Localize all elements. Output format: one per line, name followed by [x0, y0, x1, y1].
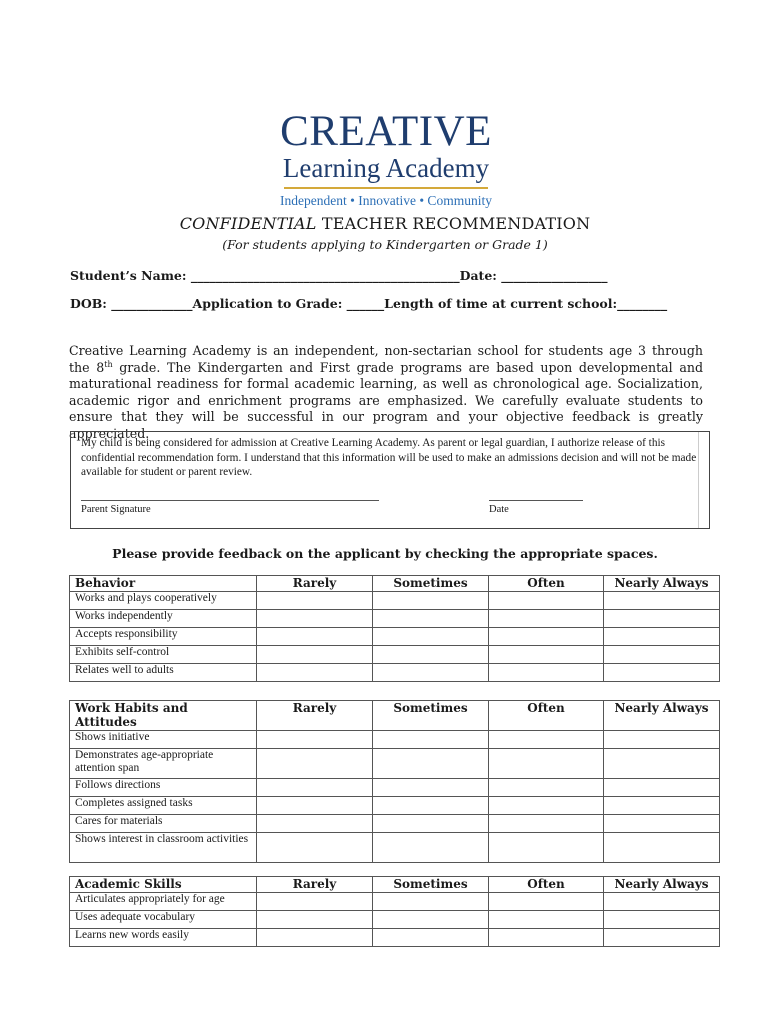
rating-checkbox-cell[interactable]	[604, 664, 720, 682]
rating-checkbox-cell[interactable]	[489, 646, 604, 664]
rating-checkbox-cell[interactable]	[489, 779, 604, 797]
title-rest: TEACHER RECOMMENDATION	[316, 214, 591, 233]
rating-header: Rarely	[257, 877, 373, 893]
rating-checkbox-cell[interactable]	[604, 797, 720, 815]
rating-header: Nearly Always	[604, 576, 720, 592]
academic-skills-table	[69, 876, 720, 947]
rating-checkbox-cell[interactable]	[257, 628, 373, 646]
table-row	[70, 592, 720, 610]
intro-text-1: Creative Learning Academy is an independent, non-sectarian school for students age 3 through the 8	[69, 343, 703, 375]
rating-checkbox-cell[interactable]	[604, 815, 720, 833]
rating-checkbox-cell[interactable]	[257, 893, 373, 911]
rating-checkbox-cell[interactable]	[604, 833, 720, 863]
rating-checkbox-cell[interactable]	[604, 779, 720, 797]
rating-checkbox-cell[interactable]	[257, 797, 373, 815]
rating-checkbox-cell[interactable]	[373, 610, 489, 628]
rating-header: Sometimes	[373, 877, 489, 893]
intro-paragraph	[69, 343, 703, 442]
rating-checkbox-cell[interactable]	[257, 911, 373, 929]
rating-checkbox-cell[interactable]	[373, 833, 489, 863]
consent-date-line[interactable]	[489, 500, 583, 501]
rating-checkbox-cell[interactable]	[373, 911, 489, 929]
rating-checkbox-cell[interactable]	[604, 610, 720, 628]
rating-checkbox-cell[interactable]	[489, 731, 604, 749]
rating-checkbox-cell[interactable]	[257, 779, 373, 797]
criterion-label: Articulates appropriately for age	[70, 893, 257, 911]
table-row	[70, 628, 720, 646]
dob-grade-length-line[interactable]: DOB: _____________Application to Grade: ______Length of time at current school:________	[70, 296, 668, 311]
intro-text-2: grade. The Kindergarten and First grade programs are based upon developmental and maturational readiness for formal academic learning, as well as chronological age. Socialization, academic rigor and enrichment programs are emphasized. We carefully evaluate students to ensure that they will be successful in our program and your objective feedback is greatly appreciated.	[69, 359, 704, 441]
table-row	[70, 911, 720, 929]
work-habits-table	[69, 700, 720, 863]
rating-checkbox-cell[interactable]	[373, 797, 489, 815]
rating-checkbox-cell[interactable]	[373, 815, 489, 833]
rating-checkbox-cell[interactable]	[489, 749, 604, 779]
rating-checkbox-cell[interactable]	[489, 815, 604, 833]
rating-checkbox-cell[interactable]	[373, 664, 489, 682]
rating-checkbox-cell[interactable]	[604, 911, 720, 929]
table-header-row	[70, 701, 720, 731]
rating-checkbox-cell[interactable]	[373, 592, 489, 610]
criterion-label: Uses adequate vocabulary	[70, 911, 257, 929]
rating-checkbox-cell[interactable]	[604, 628, 720, 646]
rating-checkbox-cell[interactable]	[604, 929, 720, 947]
rating-header: Sometimes	[373, 701, 489, 731]
page-subtitle: (For students applying to Kindergarten or Grade 1)	[222, 237, 548, 252]
table-row	[70, 815, 720, 833]
rating-checkbox-cell[interactable]	[489, 664, 604, 682]
consent-box	[70, 431, 710, 529]
criterion-label: Learns new words easily	[70, 929, 257, 947]
intro-superscript: th	[104, 359, 113, 369]
student-name-date-line[interactable]: Student’s Name: ___________________________________________Date: _________________	[70, 268, 608, 283]
rating-checkbox-cell[interactable]	[373, 893, 489, 911]
rating-checkbox-cell[interactable]	[257, 592, 373, 610]
criterion-label: Cares for materials	[70, 815, 257, 833]
criterion-label: Accepts responsibility	[70, 628, 257, 646]
rating-header: Often	[489, 701, 604, 731]
rating-checkbox-cell[interactable]	[489, 592, 604, 610]
table-row	[70, 610, 720, 628]
page-title	[0, 214, 770, 233]
table-row	[70, 779, 720, 797]
table-row	[70, 664, 720, 682]
section-heading: Work Habits and Attitudes	[70, 701, 257, 731]
rating-checkbox-cell[interactable]	[489, 893, 604, 911]
criterion-label: Works independently	[70, 610, 257, 628]
criterion-label: Exhibits self-control	[70, 646, 257, 664]
rating-checkbox-cell[interactable]	[373, 646, 489, 664]
rating-header: Sometimes	[373, 576, 489, 592]
rating-header: Often	[489, 877, 604, 893]
parent-signature-label: Parent Signature	[81, 504, 151, 515]
table-row	[70, 731, 720, 749]
rating-checkbox-cell[interactable]	[257, 929, 373, 947]
table-header-row	[70, 576, 720, 592]
rating-checkbox-cell[interactable]	[489, 610, 604, 628]
rating-checkbox-cell[interactable]	[604, 731, 720, 749]
rating-header: Nearly Always	[604, 877, 720, 893]
table-row	[70, 833, 720, 863]
rating-checkbox-cell[interactable]	[604, 592, 720, 610]
rating-header: Rarely	[257, 576, 373, 592]
rating-checkbox-cell[interactable]	[373, 779, 489, 797]
rating-checkbox-cell[interactable]	[257, 749, 373, 779]
table-row	[70, 749, 720, 779]
table-row	[70, 929, 720, 947]
parent-signature-line[interactable]	[81, 500, 379, 501]
table-row	[70, 893, 720, 911]
rating-checkbox-cell[interactable]	[257, 833, 373, 863]
rating-checkbox-cell[interactable]	[604, 646, 720, 664]
rating-checkbox-cell[interactable]	[257, 664, 373, 682]
rating-checkbox-cell[interactable]	[373, 628, 489, 646]
criterion-label: Works and plays cooperatively	[70, 592, 257, 610]
table-row	[70, 646, 720, 664]
rating-checkbox-cell[interactable]	[257, 646, 373, 664]
rating-checkbox-cell[interactable]	[373, 731, 489, 749]
feedback-instructions: Please provide feedback on the applicant by checking the appropriate spaces.	[112, 546, 658, 561]
rating-header: Often	[489, 576, 604, 592]
rating-checkbox-cell[interactable]	[604, 893, 720, 911]
rating-header: Rarely	[257, 701, 373, 731]
criterion-label: Demonstrates age-appropriate attention span	[70, 749, 257, 779]
rating-checkbox-cell[interactable]	[604, 749, 720, 779]
title-confidential: CONFIDENTIAL	[179, 214, 317, 233]
logo-subtitle: Learning Academy	[282, 153, 490, 183]
criterion-label: Shows initiative	[70, 731, 257, 749]
rating-checkbox-cell[interactable]	[489, 797, 604, 815]
rating-checkbox-cell[interactable]	[489, 929, 604, 947]
table-row	[70, 797, 720, 815]
criterion-label: Relates well to adults	[70, 664, 257, 682]
logo-divider	[284, 187, 488, 189]
rating-checkbox-cell[interactable]	[257, 731, 373, 749]
table-header-row	[70, 877, 720, 893]
rating-checkbox-cell[interactable]	[373, 749, 489, 779]
criterion-label: Shows interest in classroom activities	[70, 833, 257, 863]
rating-checkbox-cell[interactable]	[373, 929, 489, 947]
section-heading: Behavior	[70, 576, 257, 592]
rating-checkbox-cell[interactable]	[489, 628, 604, 646]
consent-date-label: Date	[489, 504, 509, 515]
criterion-label: Follows directions	[70, 779, 257, 797]
section-heading: Academic Skills	[70, 877, 257, 893]
logo-tagline: Independent • Innovative • Community	[280, 193, 492, 208]
rating-checkbox-cell[interactable]	[489, 911, 604, 929]
criterion-label: Completes assigned tasks	[70, 797, 257, 815]
logo-wordmark: CREATIVE	[280, 108, 492, 155]
rating-checkbox-cell[interactable]	[257, 610, 373, 628]
rating-checkbox-cell[interactable]	[489, 833, 604, 863]
rating-header: Nearly Always	[604, 701, 720, 731]
academy-logo	[278, 108, 494, 209]
rating-checkbox-cell[interactable]	[257, 815, 373, 833]
consent-text: My child is being considered for admission at Creative Learning Academy. As parent or legal guardian, I authorize release of this confidential recommendation form. I understand that this information will be used to make an admissions decision and will not be made available for student or parent review.	[81, 437, 697, 478]
behavior-table	[69, 575, 720, 682]
